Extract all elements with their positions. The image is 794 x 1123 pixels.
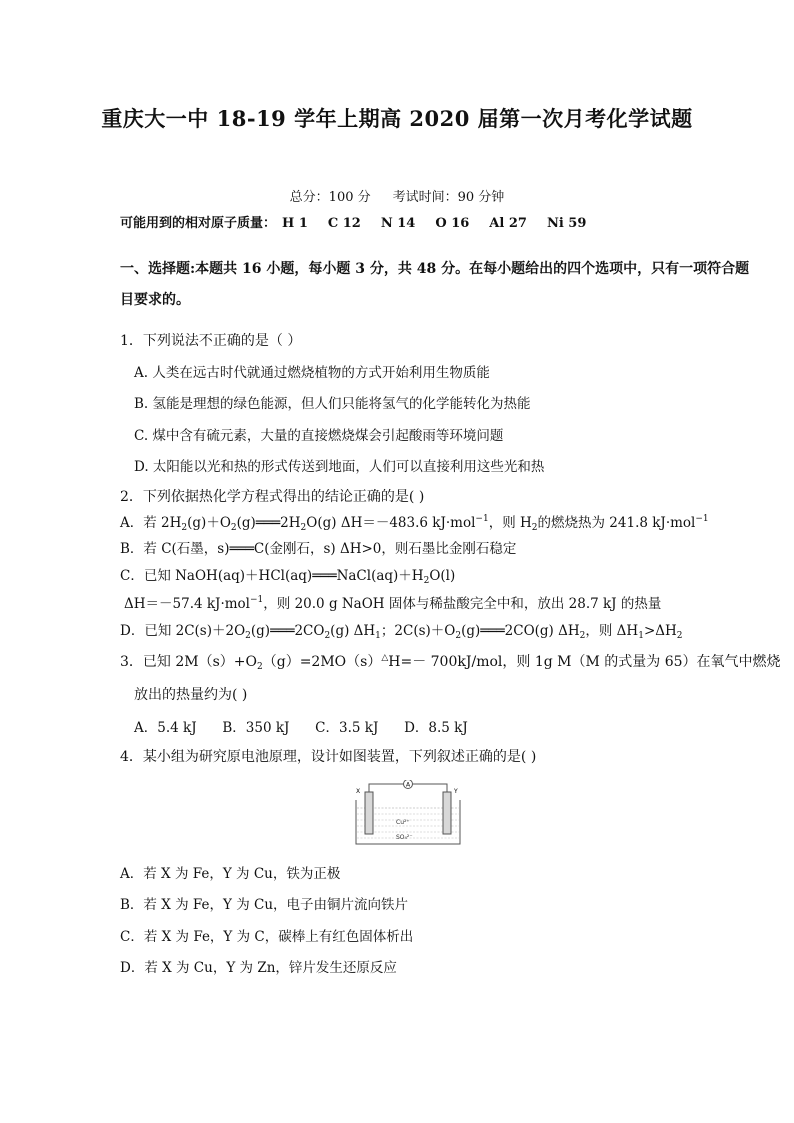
q4-option-c: C．若 X 为 Fe，Y 为 C，碳棒上有红色固体析出 — [120, 929, 414, 945]
atom-h: H 1 — [282, 216, 308, 231]
ammeter-label: A — [405, 781, 411, 789]
q1-stem: 1．下列说法不正确的是（ ） — [120, 333, 302, 349]
total-score: 总分：100 分 — [289, 190, 371, 205]
electrode-x — [365, 792, 373, 834]
page-title: 重庆大一中 18-19 学年上期高 2020 届第一次月考化学试题 — [101, 106, 693, 131]
q1-option-b: B. 氢能是理想的绿色能源，但人们只能将氢气的化学能转化为热能 — [134, 396, 531, 412]
atom-o: O 16 — [435, 216, 470, 231]
q3-stem-line2: 放出的热量约为( ) — [134, 687, 248, 703]
atom-al: Al 27 — [489, 216, 527, 231]
atom-c: C 12 — [327, 216, 361, 231]
atom-n: N 14 — [380, 216, 416, 231]
exam-meta — [0, 186, 794, 205]
q4-stem: 4．某小组为研究原电池原理，设计如图装置，下列叙述正确的是( ) — [120, 749, 537, 765]
atomic-masses-label: 可能用到的相对原子质量： — [120, 216, 277, 231]
q1-option-d: D. 太阳能以光和热的形式传送到地面，人们可以直接利用这些光和热 — [134, 459, 545, 475]
galvanic-cell-diagram — [352, 780, 464, 848]
electrode-x-label: X — [356, 788, 361, 795]
section-heading-line2: 目要求的。 — [120, 292, 190, 308]
q2-option-d: D．已知 $2C(s)+2O_2(g)═══2CO_2(g)$ $\Delta H_1$；$2C(s)+O_2(g)═══2CO(g)$ $\Delta H_2$，则 $\Delta H_1>\Delta H_2$ — [120, 623, 683, 641]
section-heading-line1: 一、选择题:本题共 16 小题，每小题 3 分，共 48 分。在每小题给出的四个选项中，只有一项符合题 — [120, 261, 750, 277]
q4-option-a: A．若 X 为 Fe，Y 为 Cu，铁为正极 — [120, 866, 341, 882]
electrode-y — [443, 792, 451, 834]
q1-option-c: C. 煤中含有硫元素，大量的直接燃烧煤会引起酸雨等环境问题 — [134, 428, 504, 444]
electrode-y-label: Y — [454, 788, 458, 795]
cu-ion-label: Cu²⁺ — [396, 819, 410, 826]
q2-option-c-line2: ΔH＝－57.4 kJ·mol$^{-1}$，则 20.0 g NaOH 固体与稀盐酸完全中和，放出 28.7 kJ 的热量 — [124, 595, 662, 612]
q3-options: A．5.4 kJ B．350 kJ C．3.5 kJ D．8.5 kJ — [134, 720, 468, 736]
atom-ni: Ni 59 — [546, 216, 587, 231]
q1-option-a: A. 人类在远古时代就通过燃烧植物的方式开始利用生物质能 — [134, 365, 490, 381]
sulfate-ion-label: SO₄²⁻ — [396, 834, 413, 841]
q2-option-b: B．若 C(石墨，s)═══C(金刚石，s) ΔH>0，则石墨比金刚石稳定 — [120, 541, 517, 557]
q2-stem: 2．下列依据热化学方程式得出的结论正确的是( ) — [120, 489, 425, 505]
q4-option-d: D．若 X 为 Cu，Y 为 Zn，锌片发生还原反应 — [120, 960, 397, 976]
exam-time: 考试时间：90 分钟 — [392, 190, 505, 205]
q2-option-a: A．若 $2H_2(g)+O_2(g)═══2H_2O(g)$ ΔH＝－483.6 kJ·mol$^{-1}$，则 $H_2$的燃烧热为 241.8 kJ·mol$^{-1}$ — [120, 514, 709, 533]
atomic-masses — [120, 212, 586, 231]
q4-option-b: B．若 X 为 Fe，Y 为 Cu，电子由铜片流向铁片 — [120, 897, 409, 913]
q3-stem-line1: 3．已知 $2M(s)+O_2(g)=2MO(s)^\triangle H=- 700kJ/mol$，则 1g M（M 的式量为 65）在氧气中燃烧 — [120, 653, 781, 672]
q2-option-c-line1: C．已知 $NaOH(aq)+HCl(aq)═══NaCl(aq)+H_2O(l)$ — [120, 568, 456, 586]
